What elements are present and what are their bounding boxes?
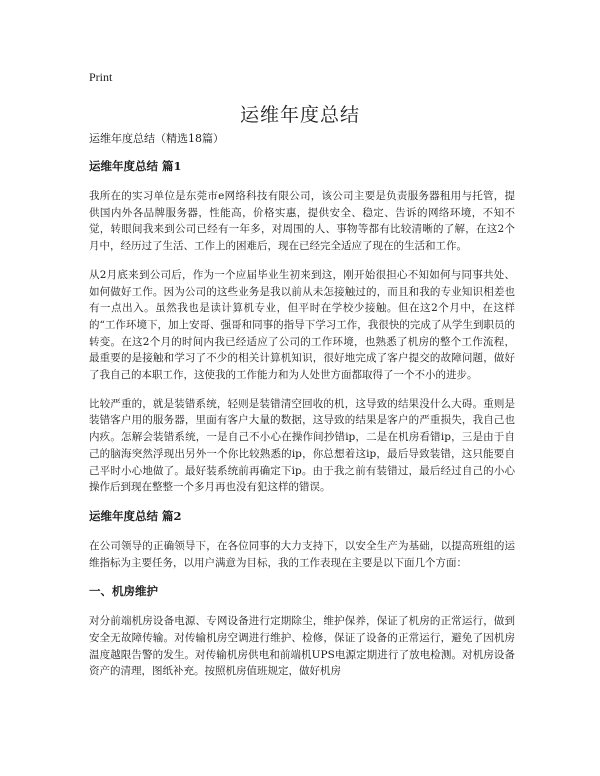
document-body [89, 130, 515, 692]
paragraph: 从2月底来到公司后，作为一个应届毕业生初来到这，刚开始很担心不知如何与同事共处、如何做好工作。因为公司的这些业务是我以前从未怎接触过的，而且和我的专业知识相差也有一点出入。虽然我也是读计算机专业，但平时在学校少接触。但在这2个月中，在这样的“工作环境下，加上安哥、强哥和同事的指导下学习工作，我很快的完成了从学生到职员的转变。在这2个月的时间内我已经适应了公司的工作环境，也熟悉了机房的整个工作流程，最重要的是接触和学习了不少的相关计算机知识，很好地完成了客户提交的故障问题，做好了我自己的本职工作，这使我的工作能力和为人处世方面都取得了一个不小的进步。 [89, 268, 515, 382]
subsection-heading: 一、机房维护 [89, 584, 158, 599]
paragraph: 在公司领导的正确领导下，在各位同事的大力支持下，以安全生产为基础，以提高班组的运维指标为主要任务，以用户满意为目标，我的工作表现在主要是以下面几个方面： [89, 539, 515, 569]
page-title: 运维年度总结 [239, 104, 360, 126]
paragraph: 比较严重的，就是装错系统，轻则是装错清空回收的机，这导致的结果没什么大碍。重则是装错客户用的服务器，里面有客户大量的数据，这导致的结果是客户的严重损失，我自己也内疚。怎解会装错系统，一是自己不小心在操作间抄错ip，二是在机房看错ip，三是由于自己的脑海突然浮现出另外一个你比较熟悉的ip，你总想着这ip，最后导致装错，这只能要自己平时小心地做了。最好装系统前再确定下ip。由于我之前有装错过，最后经过自己的小心操作后到现在整整一个多月再也没有犯这样的错误。 [89, 397, 515, 494]
paragraph: 对分前端机房设备电源、专网设备进行定期除尘，维护保养，保证了机房的正常运行，做到安全无故障传输。对传输机房空调进行维护、检修，保证了设备的正常运行，避免了因机房温度越限告警的发生。对传输机房供电和前端机UPS电源定期进行了放电检测。对机房设备资产的清理，图纸补充。按照机房值班规定，做好机房 [89, 615, 515, 678]
section-heading-2: 运维年度总结 篇2 [89, 508, 182, 523]
paragraph: 我所在的实习单位是东莞市e网络科技有限公司，该公司主要是负责服务器租用与托管，提供国内外各品牌服务器，性能高，价格实惠，提供安全、稳定、告诉的网络环境，不知不觉，转眼间我来到公司已经有一年多，对周围的人、事物等都有比较清晰的了解，在这2个月中，经历过了生活、工作上的困难后，现在已经完全适应了现在的生活和工作。 [89, 190, 515, 253]
section-heading-1: 运维年度总结 篇1 [89, 159, 182, 173]
document-subtitle: 运维年度总结（精选18篇） [89, 132, 224, 145]
print-link[interactable]: Print [89, 70, 113, 84]
